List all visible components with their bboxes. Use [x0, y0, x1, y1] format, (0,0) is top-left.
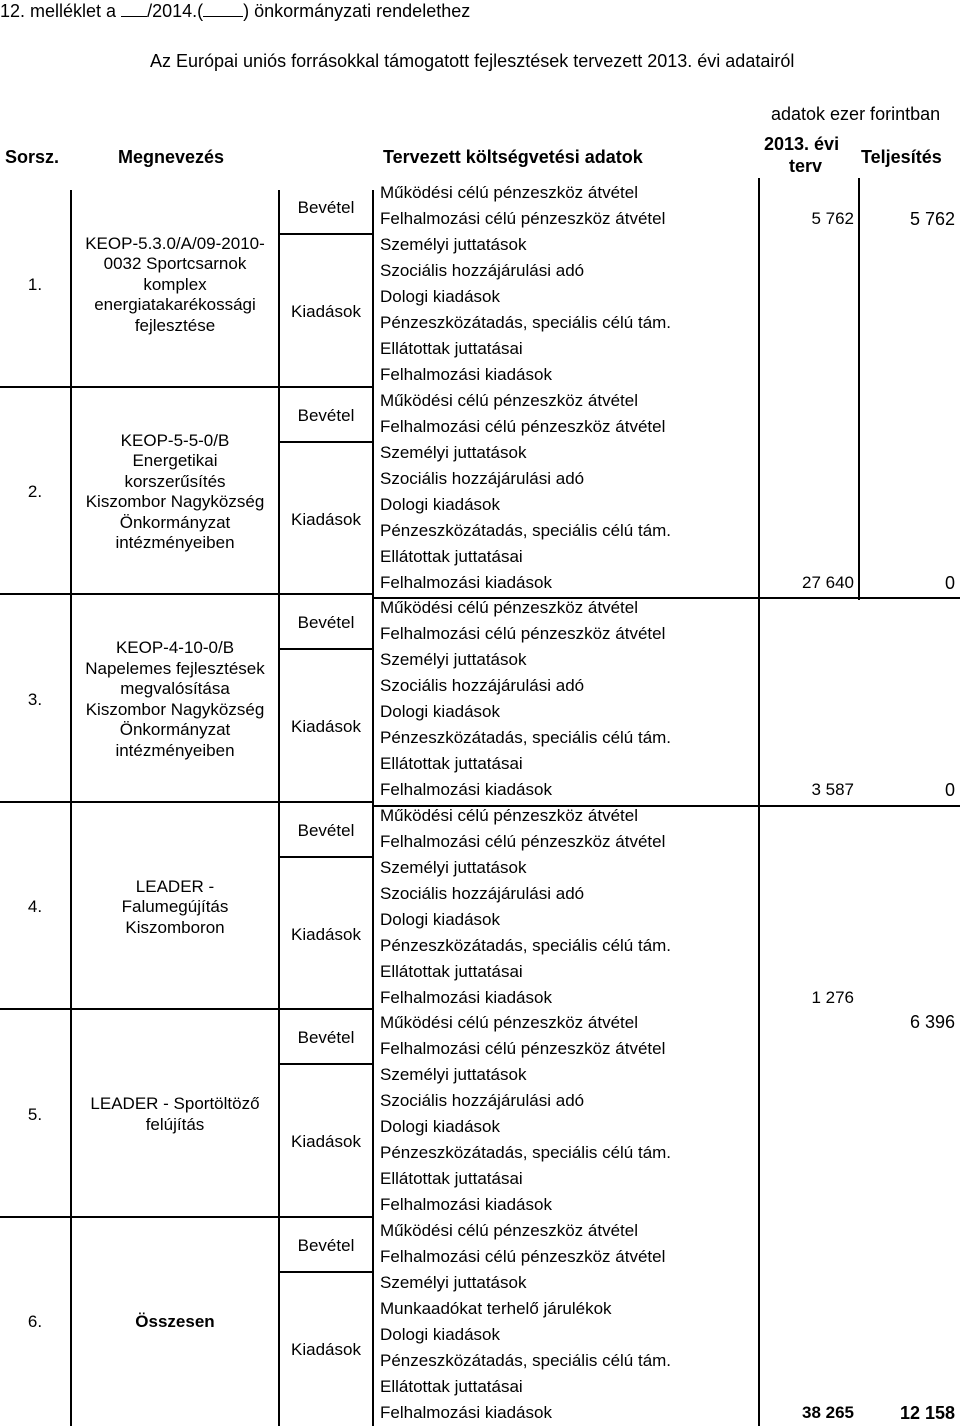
project-name: [72, 638, 278, 761]
budget-item: Dologi kiadások: [380, 702, 501, 721]
project-name-line: LEADER - Sportöltöző: [90, 1094, 260, 1114]
revenue-label: Bevétel: [297, 1235, 355, 1255]
annex-reference: [0, 0, 470, 22]
project-name-line: intézményeiben: [115, 740, 235, 760]
row-number: 1.: [27, 274, 43, 294]
row-number: 5.: [27, 1104, 43, 1124]
column-divider: [858, 178, 860, 600]
col-header-terv-line2: terv: [789, 156, 823, 176]
budget-item: Ellátottak juttatásai: [380, 1169, 523, 1188]
budget-item: Ellátottak juttatásai: [380, 754, 523, 773]
annex-suffix: ) önkormányzati rendelethez: [243, 1, 471, 21]
budget-item: Pénzeszközátadás, speciális célú tám.: [380, 520, 672, 540]
row-separator: [72, 593, 278, 595]
expenses-label: Kiadások: [291, 1339, 361, 1359]
budget-item: Személyi juttatások: [380, 235, 527, 254]
completion-value: 0: [944, 780, 955, 800]
budget-item: Dologi kiadások: [380, 909, 501, 929]
budget-item: Pénzeszközátadás, speciális célú tám.: [380, 1350, 672, 1370]
annex-prefix: 12. melléklet a: [0, 1, 122, 21]
budget-item: Dologi kiadások: [380, 287, 501, 306]
budget-item: Felhalmozási célú pénzeszköz átvétel: [380, 209, 666, 228]
budget-item: Szociális hozzájárulási adó: [380, 883, 585, 903]
row-separator: [280, 386, 372, 388]
revenue-label: Bevétel: [297, 820, 355, 840]
budget-item: Működési célú pénzeszköz átvétel: [380, 390, 638, 410]
revenue-label: Bevétel: [297, 613, 355, 632]
row-separator: [280, 801, 372, 803]
budget-item: Felhalmozási célú pénzeszköz átvétel: [380, 624, 666, 643]
budget-item: Működési célú pénzeszköz átvétel: [380, 1013, 638, 1032]
project-name: [72, 1094, 278, 1135]
budget-item: Pénzeszközátadás, speciális célú tám.: [380, 935, 672, 955]
project-name: [72, 234, 278, 337]
budget-item: Dologi kiadások: [380, 1117, 501, 1136]
completion-value: 0: [944, 572, 955, 593]
plan-value: 27 640: [802, 572, 854, 592]
completion-value: 6 396: [909, 1012, 955, 1032]
budget-item: Szociális hozzájárulási adó: [380, 1091, 585, 1110]
col-header-tervezett: Tervezett költségvetési adatok: [383, 147, 643, 167]
budget-item: Pénzeszközátadás, speciális célú tám.: [380, 313, 672, 332]
project-name-line: Önkormányzat: [119, 512, 231, 532]
budget-item: Személyi juttatások: [380, 1272, 527, 1292]
budget-item: Ellátottak juttatásai: [380, 1376, 523, 1396]
column-divider: [758, 178, 760, 1426]
row-separator: [0, 386, 70, 388]
project-name-line: LEADER -: [135, 876, 215, 896]
budget-item: Felhalmozási célú pénzeszköz átvétel: [380, 831, 666, 851]
budget-item: Személyi juttatások: [380, 1065, 527, 1084]
budget-item: Dologi kiadások: [380, 1324, 501, 1344]
section-separator: [280, 441, 372, 443]
expenses-label: Kiadások: [291, 924, 361, 944]
project-name-line: 0032 Sportcsarnok: [103, 254, 247, 273]
section-separator: [280, 1063, 372, 1065]
budget-item: Szociális hozzájárulási adó: [380, 468, 585, 488]
row-separator: [0, 593, 70, 595]
project-name-line: Napelemes fejlesztések: [85, 658, 265, 678]
expenses-label: Kiadások: [291, 1132, 361, 1151]
budget-item: Felhalmozási kiadások: [380, 1195, 552, 1214]
budget-item: Pénzeszközátadás, speciális célú tám.: [380, 728, 672, 747]
row-separator: [0, 801, 70, 803]
row-number: 4.: [27, 897, 43, 917]
project-name-line: korszerűsítés: [124, 471, 226, 491]
budget-item: Személyi juttatások: [380, 650, 527, 669]
budget-item: Munkaadókat terhelő járulékok: [380, 1298, 612, 1318]
budget-item: Felhalmozási kiadások: [380, 780, 552, 799]
budget-item: Működési célú pénzeszköz átvétel: [380, 183, 638, 202]
row-number: 6.: [27, 1312, 43, 1332]
project-name-line: intézményeiben: [115, 533, 235, 553]
project-name: [72, 1312, 278, 1333]
section-separator: [280, 856, 372, 858]
budget-item: Működési célú pénzeszköz átvétel: [380, 1220, 638, 1240]
project-name-line: KEOP-5.3.0/A/09-2010-: [85, 233, 265, 253]
plan-value: 5 762: [811, 209, 854, 228]
budget-item: Személyi juttatások: [380, 857, 527, 877]
row-number: 2.: [27, 482, 43, 502]
project-name-line: Kiszombor Nagyközség: [85, 699, 265, 719]
project-name-line: Kiszombor Nagyközség: [85, 492, 265, 512]
budget-item: Felhalmozási kiadások: [380, 572, 552, 592]
budget-item: Felhalmozási célú pénzeszköz átvétel: [380, 1039, 666, 1058]
plan-value: 38 265: [802, 1402, 854, 1422]
revenue-label: Bevétel: [297, 1028, 355, 1047]
plan-value: 3 587: [811, 780, 854, 799]
row-separator: [280, 593, 372, 595]
row-separator: [280, 1008, 372, 1010]
budget-item: Pénzeszközátadás, speciális célú tám.: [380, 1143, 672, 1162]
project-name-line: energiatakarékossági: [94, 295, 256, 314]
expenses-label: Kiadások: [291, 717, 361, 736]
budget-item: Felhalmozási kiadások: [380, 1402, 552, 1422]
budget-item: Felhalmozási kiadások: [380, 365, 552, 384]
row-number: 3.: [27, 689, 43, 709]
plan-value: 1 276: [811, 987, 854, 1007]
blank-line: [121, 2, 147, 17]
col-header-megnevezes: Megnevezés: [118, 147, 225, 167]
budget-item: Felhalmozási kiadások: [380, 987, 552, 1007]
row-separator: [280, 1216, 372, 1218]
row-separator: [0, 1008, 70, 1010]
annex-middle: /2014.(: [147, 1, 204, 21]
budget-item: Felhalmozási célú pénzeszköz átvétel: [380, 416, 666, 436]
project-name-line: Energetikai: [132, 451, 218, 471]
project-name-line: Kiszomboron: [125, 917, 225, 937]
column-divider: [70, 190, 72, 1426]
row-separator: [72, 1008, 278, 1010]
project-name-line: Önkormányzat: [119, 720, 231, 740]
budget-item: Működési célú pénzeszköz átvétel: [380, 805, 638, 825]
project-name: [72, 431, 278, 554]
project-name-line: Összesen: [135, 1312, 215, 1331]
project-name-line: megvalósítása: [120, 679, 230, 699]
completion-value: 12 158: [899, 1402, 955, 1423]
budget-item: Szociális hozzájárulási adó: [380, 261, 585, 280]
column-divider: [372, 190, 374, 1426]
completion-value: 5 762: [909, 209, 955, 229]
row-separator: [72, 386, 278, 388]
expenses-label: Kiadások: [291, 509, 361, 529]
section-separator: [280, 1271, 372, 1273]
revenue-label: Bevétel: [297, 405, 355, 425]
budget-item: Felhalmozási célú pénzeszköz átvétel: [380, 1246, 666, 1266]
section-separator: [280, 233, 372, 235]
budget-item: Szociális hozzájárulási adó: [380, 676, 585, 695]
section-separator: [280, 648, 372, 650]
col-header-terv-line1: 2013. évi: [764, 134, 840, 154]
project-name-line: fejlesztése: [134, 315, 216, 335]
budget-item: Működési célú pénzeszköz átvétel: [380, 598, 638, 617]
project-name-line: KEOP-4-10-0/B: [115, 638, 235, 658]
expenses-label: Kiadások: [291, 302, 361, 321]
project-name-line: felújítás: [145, 1114, 205, 1134]
document-title: Az Európai uniós forrásokkal támogatott fejlesztések tervezett 2013. évi adatairól: [150, 51, 795, 71]
project-name-line: komplex: [143, 274, 207, 294]
project-name-line: KEOP-5-5-0/B: [120, 430, 230, 450]
budget-item: Személyi juttatások: [380, 442, 527, 462]
row-separator: [0, 1216, 70, 1218]
row-separator: [72, 801, 278, 803]
project-name: [72, 877, 278, 939]
budget-item: Ellátottak juttatásai: [380, 339, 523, 358]
revenue-label: Bevétel: [297, 198, 355, 217]
col-header-sorsz: Sorsz.: [5, 147, 60, 167]
budget-item: Dologi kiadások: [380, 494, 501, 514]
row-separator: [72, 1216, 278, 1218]
budget-item: Ellátottak juttatásai: [380, 961, 523, 981]
unit-note: adatok ezer forintban: [771, 104, 941, 124]
budget-item: Ellátottak juttatásai: [380, 546, 523, 566]
blank-line: [203, 2, 243, 17]
project-name-line: Falumegújítás: [121, 897, 229, 916]
col-header-teljesites: Teljesítés: [861, 147, 942, 167]
